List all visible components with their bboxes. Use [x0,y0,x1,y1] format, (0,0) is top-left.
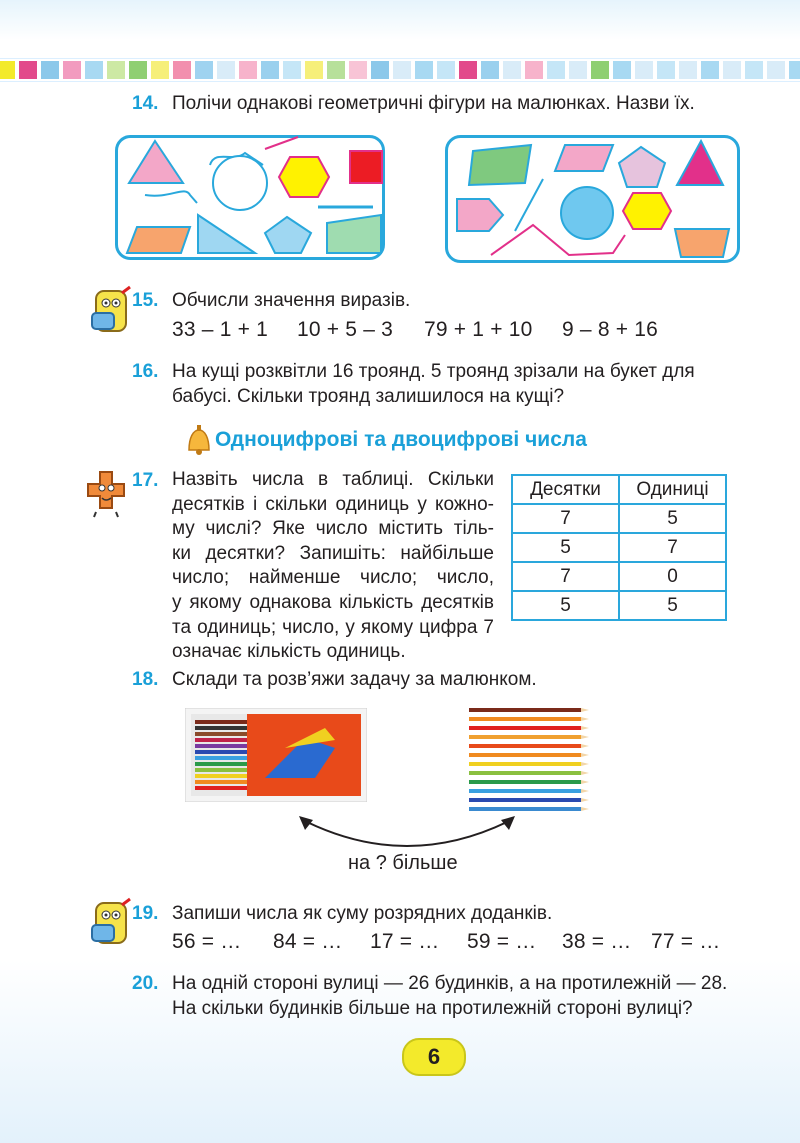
task-17-number: 17. [132,470,159,491]
task-17-line: Назвіть числа в таблиці. Скільки [172,469,494,490]
task-17-line: десятків і скільки одиниць у кожно- [172,493,494,515]
pencil-box-image [185,708,367,802]
comparison-arrow [295,810,520,852]
page-number: 6 [402,1038,466,1076]
task-17-line: ки десятки? Запишіть: найбільше [172,542,494,564]
table-cell: 5 [619,504,726,533]
yellow-hexagon-shape [279,157,329,197]
task-17-line: число; найменше число; число, [172,567,494,589]
shapes-panel-left [115,135,385,260]
task-17-text [172,468,494,665]
table-header-tens: Десятки [512,475,619,504]
task-15-text: Обчисли значення виразів. [172,290,411,311]
arrow-label: на ? більше [348,852,458,874]
task-16-line-2: бабусі. Скільки троянд залишилося на кущі? [172,386,565,407]
expression: 10 + 5 – 3 [297,318,393,341]
table-cell: 0 [619,562,726,591]
task-15-number: 15. [132,290,159,311]
expression: 77 = … [651,930,721,953]
backpack-mascot-icon [90,897,134,947]
table-header-units: Одиниці [619,475,726,504]
expression: 84 = … [273,930,343,953]
expression: 38 = … [562,930,632,953]
expression: 17 = … [370,930,440,953]
task-17-line: у якому однакова кількість десятків [172,591,494,613]
shapes-panel-right [445,135,740,263]
section-heading: Одноцифрові та двоцифрові числа [215,428,587,451]
task-16-line-1: На кущі розквітли 16 троянд. 5 троянд зрізали на букет для [172,361,695,382]
table-cell: 5 [512,591,619,620]
task-17-line: означає кількість одиниць. [172,641,406,663]
task-14-text: Полічи однакові геометричні фігури на малюнках. Назви їх. [172,93,695,114]
expression: 33 – 1 + 1 [172,318,268,341]
pink-parallelogram-shape [555,145,613,171]
task-18-text: Склади та розв’яжи задачу за малюнком. [172,669,537,690]
red-square-shape [350,151,382,183]
expression: 79 + 1 + 10 [424,318,533,341]
table-cell: 7 [512,562,619,591]
table-row [512,533,726,562]
orange-parallelogram-shape [127,227,190,253]
table-row [512,591,726,620]
table-header-row [512,475,726,504]
table-cell: 5 [619,591,726,620]
plus-mascot-icon [84,468,130,518]
task-20-number: 20. [132,973,159,994]
task-16-number: 16. [132,361,159,382]
header-color-strip [0,58,800,82]
orange-trapezoid-shape [675,229,729,257]
task-19-number: 19. [132,903,159,924]
expression: 59 = … [467,930,537,953]
expression: 9 – 8 + 16 [562,318,658,341]
task-17-line: та одиниць; число, у якому цифра 7 [172,616,494,638]
task-14-number: 14. [132,93,159,114]
table-cell: 5 [512,533,619,562]
blue-circle-shape [561,187,613,239]
expression: 56 = … [172,930,242,953]
white-circle-shape [213,156,267,210]
green-quad-shape [469,145,531,185]
backpack-mascot-icon [90,285,134,335]
digits-table [511,474,727,621]
bell-icon [183,424,213,456]
table-row [512,504,726,533]
task-18-number: 18. [132,669,159,690]
table-row [512,562,726,591]
table-cell: 7 [512,504,619,533]
table-cell: 7 [619,533,726,562]
task-17-line: му числі? Яке число містить тіль- [172,518,494,540]
yellow-hexagon-shape-2 [623,193,671,229]
task-19-text: Запиши числа як суму розрядних доданків. [172,903,553,924]
loose-pencils-image [465,706,590,816]
task-20-line-1: На одній стороні вулиці — 26 будинків, а на протилежній — 28. [172,973,728,994]
task-20-line-2: На скільки будинків більше на протилежній стороні вулиці? [172,998,693,1019]
